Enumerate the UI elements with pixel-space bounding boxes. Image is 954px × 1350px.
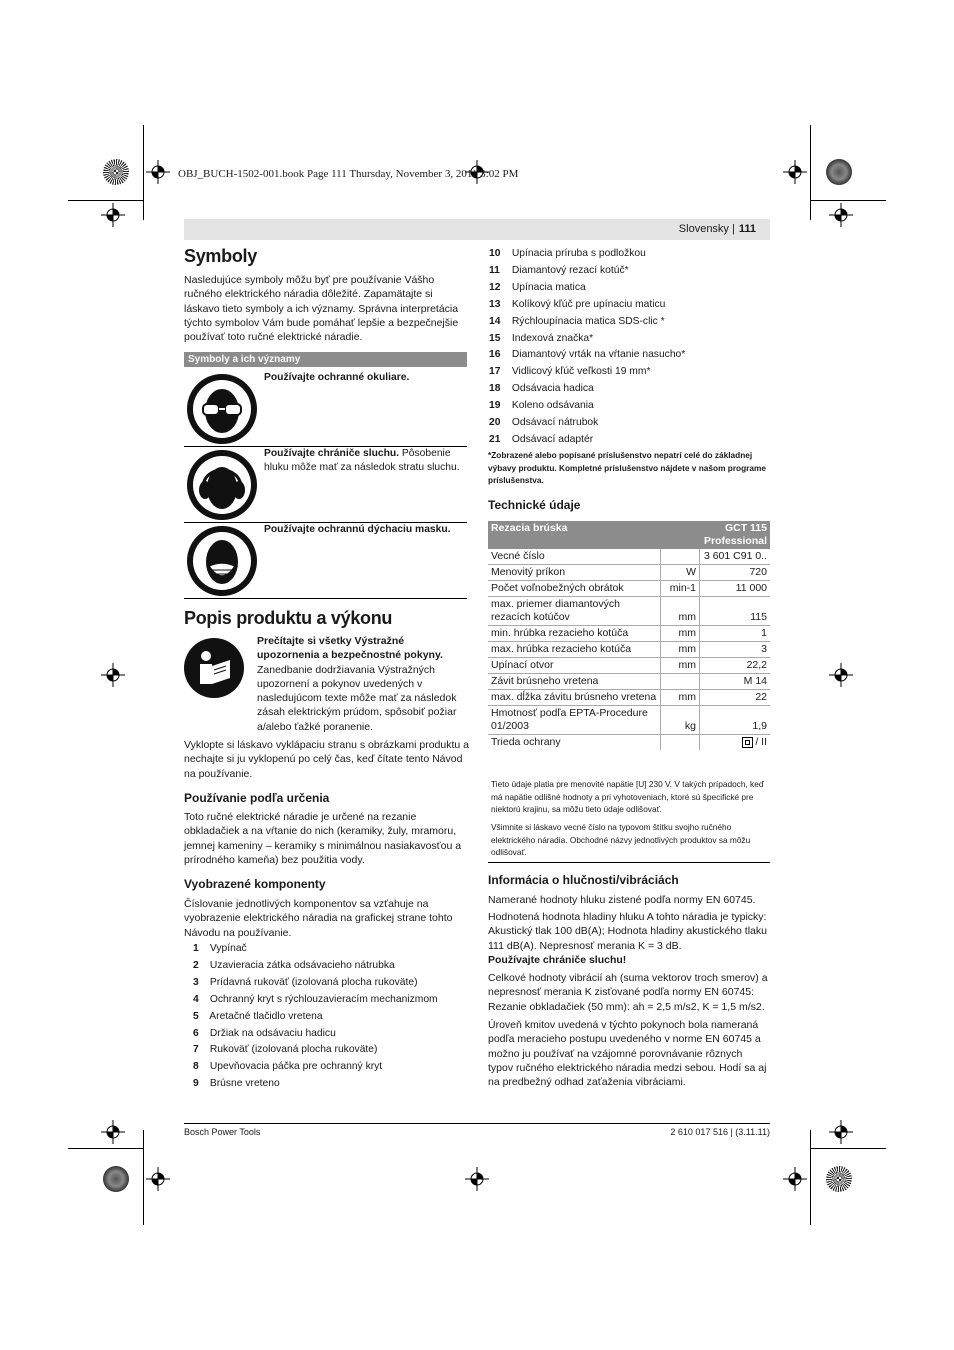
list-item: 5 Aretačné tlačidlo vretena (193, 1010, 323, 1022)
noise-p3: Celkové hodnoty vibrácií ah (suma vektorov troch smerov) a nepresnosť merania K zisťované podľa normy EN 60745: Rezanie obkladačiek (50 mm): ah = 2,5 m/s2, K = 1,5 m/s2. (488, 972, 768, 1013)
noise-p4: Úroveň kmitov uvedená v týchto pokynoch bola nameraná podľa meracieho postupu uvedeného v norme EN 60745 a možno ju používať na vzájomné porovnávanie rôznych typov ručného elektrického náradia medzi sebou. Hodí sa aj na predbežný odhad zaťaženia vibráciami. (488, 1019, 767, 1089)
table-header-model: GCT 115 Professional (700, 521, 771, 549)
crop-mark (810, 1130, 811, 1225)
crop-mark (810, 125, 811, 220)
list-item: 15 Indexová značka* (489, 332, 594, 344)
crosshair-icon (101, 663, 125, 687)
section-title-symbols: Symboly (184, 246, 257, 266)
components-list-right (489, 246, 769, 449)
table-row: max. priemer diamantových rezacích kotúčov mm 115 (488, 597, 770, 626)
crop-mark (68, 1148, 143, 1149)
list-item: 2 Uzavieracia zátka odsávacieho nátrubka (193, 959, 395, 971)
crosshair-icon (101, 203, 125, 227)
symbol-row (184, 522, 467, 599)
crop-mark (143, 1130, 144, 1225)
table-row: Trieda ochrany / II (488, 735, 770, 751)
symbol-row (184, 446, 467, 523)
registration-wheel-icon (826, 159, 852, 185)
footer-right: 2 610 017 516 | (3.11.11) (670, 1127, 770, 1137)
list-item: 20 Odsávací nátrubok (489, 417, 599, 429)
list-item: 4 Ochranný kryt s rýchlouzavieracím mechanizmom (193, 993, 438, 1005)
table-row: Menovitý príkon W 720 (488, 565, 770, 581)
list-item: 12 Upínacia matica (489, 281, 586, 293)
list-item: 7 Rukoväť (izolovaná plocha rukoväte) (193, 1044, 378, 1056)
components-title: Vyobrazené komponenty (184, 877, 326, 891)
crosshair-icon (829, 1120, 853, 1144)
crop-mark (811, 1148, 886, 1149)
list-item: 19 Koleno odsávania (489, 400, 594, 412)
symbols-intro: Nasledujúce symboly môžu byť pre používanie Vášho ručného elektrického náradia dôležité. Zapamätajte si láskavo tieto symboly a ich významy. Správna interpretácia týchto symbolov Vám bude pomáhať lepšie a bezpečnejšie používať toto ručné elektrické náradie. (184, 274, 459, 344)
symbol-text: Používajte ochranné okuliare. (264, 372, 410, 383)
symbol-text: Používajte chrániče sluchu. Pôsobenie hluku môže mať za následok stratu sluchu. (264, 448, 460, 473)
warning-text: Prečítajte si všetky Výstražné upozornenia a bezpečnostné pokyny. Zanedbanie dodržiavania Výstražných upozornení a pokynov uvedených v nasledujúcom texte môže mať za následok zásah elektrickým prúdom, spôsobiť požiar a/alebo ťažké poranenie. (257, 635, 457, 733)
crosshair-icon (146, 1167, 170, 1191)
page-label: Slovensky | 111 (678, 223, 756, 235)
list-item: 11 Diamantový rezací kotúč* (489, 264, 629, 276)
file-info: OBJ_BUCH-1502-001.book Page 111 Thursday, November 3, 2011 3:02 PM (178, 168, 519, 180)
noise-title: Informácia o hlučnosti/vibráciách (488, 873, 679, 887)
registration-wheel-icon (103, 159, 129, 185)
crosshair-icon (829, 203, 853, 227)
accessory-note: *Zobrazené alebo popísané príslušenstvo nepatrí celé do základnej výbavy produktu. Kompletné príslušenstvo nájdete v našom programe príslušenstva. (488, 450, 767, 485)
dust-mask-icon (187, 526, 257, 596)
list-item: 17 Vidlicový kľúč veľkosti 19 mm* (489, 366, 651, 378)
table-row: Vecné číslo 3 601 C91 0.. (488, 549, 770, 565)
components-intro: Číslovanie jednotlivých komponentov sa vzťahuje na vyobrazenie elektrického náradia na grafickej strane tohto Návodu na používanie. (184, 898, 453, 939)
technical-note-1: Tieto údaje platia pre menovité napätie [U] 230 V. V takých prípadoch, keď má napätie odlišné hodnoty a pri vyhotoveniach, ktoré sú špecifické pre niektorú krajinu, sa môžu tieto údaje odlišovať. (491, 779, 764, 814)
page-number: 111 (738, 223, 756, 235)
table-row: Počet voľnobežných obrátok min-1 11 000 (488, 581, 770, 597)
table-row: Upínací otvor mm 22,2 (488, 658, 770, 674)
crosshair-icon (783, 160, 807, 184)
list-item: 18 Odsávacia hadica (489, 383, 594, 395)
list-item: 1 Vypínač (193, 943, 247, 954)
symbol-text: Používajte ochrannú dýchaciu masku. (264, 524, 451, 535)
page-header (184, 219, 770, 240)
noise-p2: Hodnotená hodnota hladiny hluku A tohto náradia je typicky: Akustický tlak 100 dB(A); Hodnota hladiny akustického tlaku 111 dB(A). Nepresnosť merania K = 3 dB. (488, 911, 767, 952)
symbols-table-header: Symboly a ich významy (184, 352, 467, 367)
list-item: 9 Brúsne vreteno (193, 1078, 280, 1090)
list-item: 14 Rýchloupínacia matica SDS-clic * (489, 315, 665, 327)
registration-wheel-icon (826, 1166, 852, 1192)
table-row: Závit brúsneho vretena M 14 (488, 674, 770, 690)
crop-mark (143, 125, 144, 220)
list-item: 6 Držiak na odsávaciu hadicu (193, 1027, 336, 1039)
table-row: max. dĺžka závitu brúsneho vretena mm 22 (488, 690, 770, 706)
divider (488, 862, 770, 863)
crosshair-icon (829, 663, 853, 687)
noise-p1: Namerané hodnoty hluku zistené podľa normy EN 60745. (488, 894, 756, 906)
technical-note-2: Všimnite si láskavo vecné číslo na typovom štítku svojho ručného elektrického náradia. Obchodné názvy jednotlivých produktov sa môžu odlišovať. (491, 822, 751, 857)
list-item: 21 Odsávací adaptér (489, 433, 594, 445)
section-title-description: Popis produktu a výkonu (184, 608, 393, 628)
list-item: 3 Prídavná rukoväť (izolovaná plocha rukoväte) (193, 976, 418, 988)
components-list-left (193, 941, 473, 1093)
table-row: min. hrúbka rezacieho kotúča mm 1 (488, 626, 770, 642)
intended-use-title: Používanie podľa určenia (184, 791, 330, 805)
fold-out-text: Vyklopte si láskavo vyklápaciu stranu s obrázkami produktu a nechajte si ju vyklopenú po celý čas, keď čítate tento Návod na používanie. (184, 739, 469, 780)
list-item: 10 Upínacia príruba s podložkou (489, 248, 646, 259)
technical-table (488, 521, 770, 750)
footer-left: Bosch Power Tools (184, 1127, 261, 1137)
list-item: 13 Kolíkový kľúč pre upínaciu maticu (489, 298, 666, 310)
footer-line (184, 1123, 770, 1124)
table-row: Hmotnosť podľa EPTA-Procedure 01/2003 kg 1,9 (488, 706, 770, 735)
list-item: 8 Upevňovacia páčka pre ochranný kryt (193, 1061, 383, 1073)
crosshair-icon (783, 1167, 807, 1191)
crosshair-icon (101, 1120, 125, 1144)
read-manual-icon (184, 638, 244, 698)
table-row: max. hrúbka rezacieho kotúča mm 3 (488, 642, 770, 658)
crosshair-icon (465, 1167, 489, 1191)
crop-mark (68, 200, 143, 201)
safety-glasses-icon (187, 374, 257, 444)
table-header-name: Rezacia brúska (488, 521, 700, 549)
list-item: 16 Diamantový vrták na vŕtanie nasucho* (489, 349, 686, 361)
crop-mark (811, 200, 886, 201)
table-header-row (488, 521, 770, 549)
intended-use-text: Toto ručné elektrické náradie je určené na rezanie obkladačiek a na vŕtanie do nich (keramiky, žuly, mramoru, jemnej kameniny – keramiky s minimálnou nasiakavosťou a prírodného kameňa) bez použitia vody. (184, 811, 462, 866)
crosshair-icon (146, 160, 170, 184)
technical-title: Technické údaje (488, 498, 581, 512)
noise-p2-bold: Používajte chrániče sluchu! (488, 954, 627, 966)
registration-wheel-icon (103, 1166, 129, 1192)
protection-class-icon (742, 737, 753, 748)
ear-protection-icon (187, 450, 257, 520)
symbol-row (184, 370, 467, 447)
